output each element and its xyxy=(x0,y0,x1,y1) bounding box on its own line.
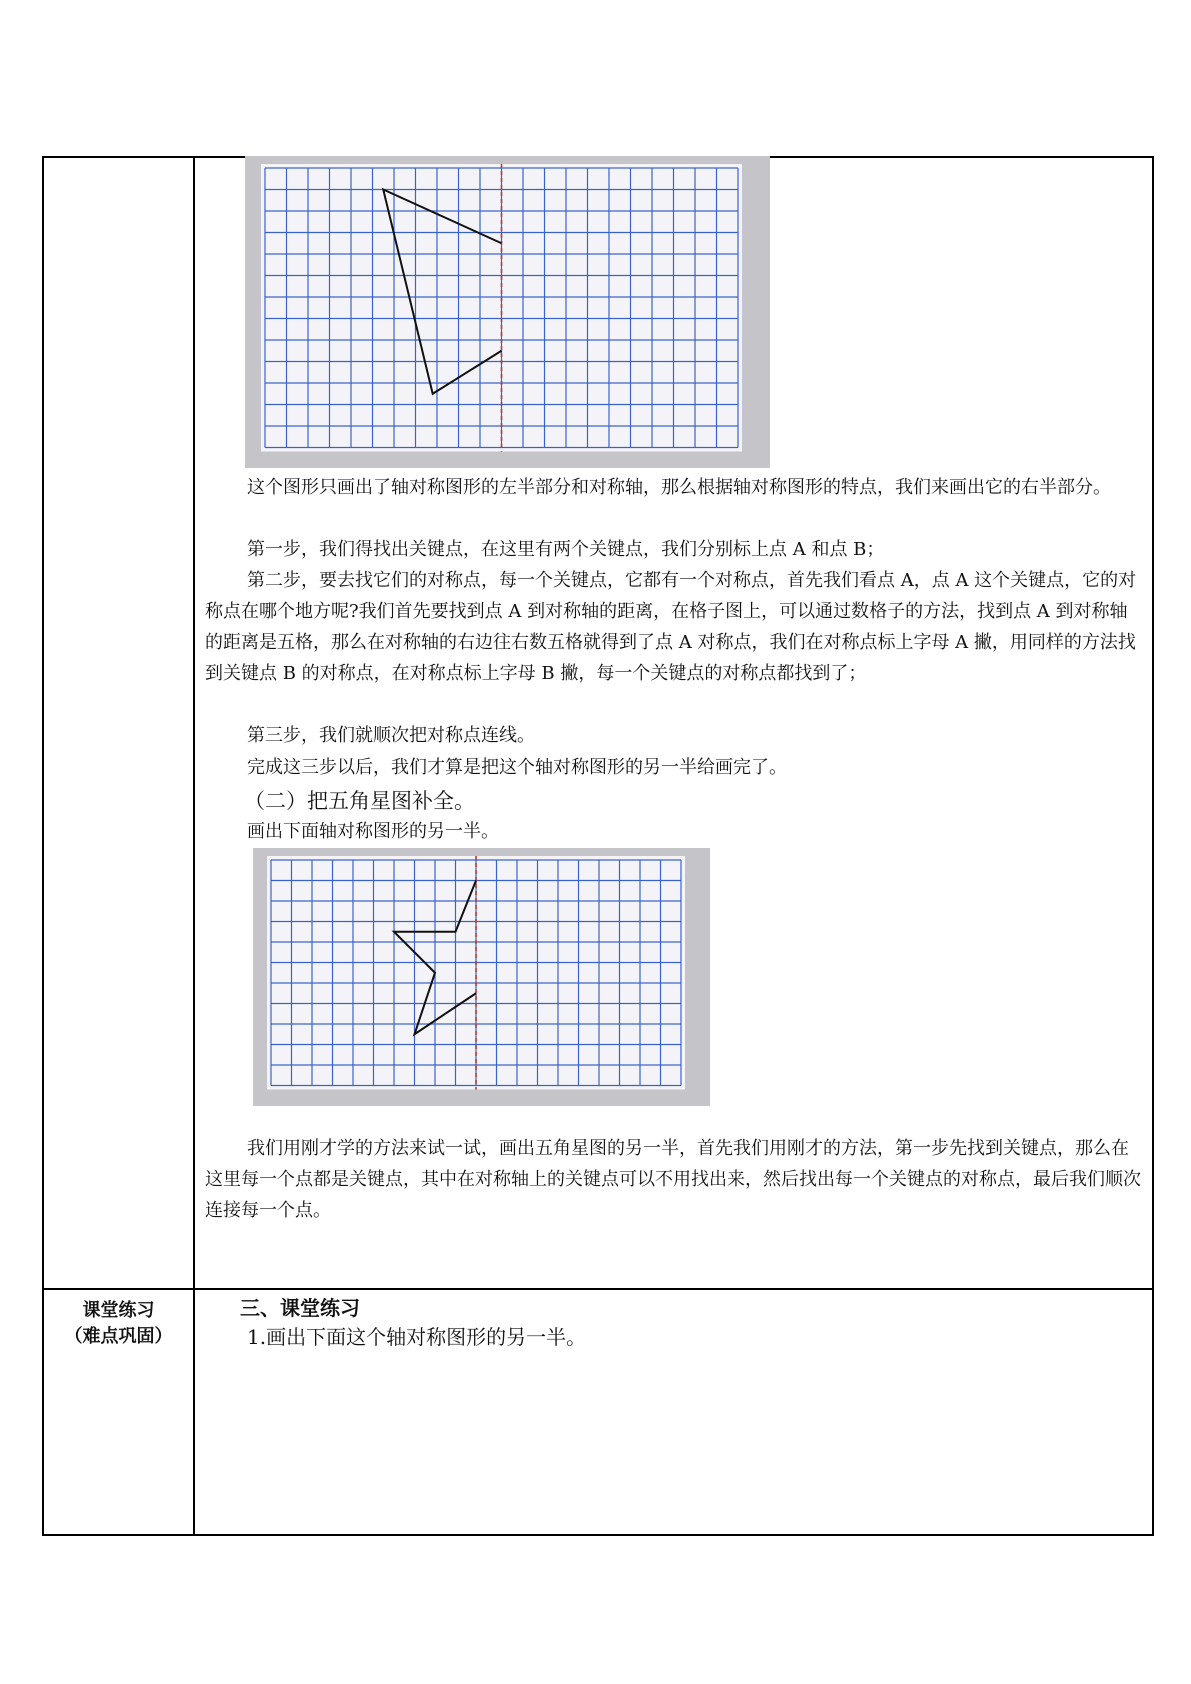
column-divider xyxy=(193,158,195,1534)
grid-figure-triangle xyxy=(245,156,770,468)
row-label-line1: 课堂练习 xyxy=(82,1300,155,1321)
row-label-practice xyxy=(44,1298,193,1350)
grid-figure-star xyxy=(253,848,710,1106)
paragraph-intro: 这个图形只画出了轴对称图形的左半部分和对称轴，那么根据轴对称图形的特点，我们来画出它的右半部分。 xyxy=(247,477,1111,498)
section-heading-practice: 三、课堂练习 xyxy=(240,1296,360,1320)
paragraph-step1: 第一步，我们得找出关键点，在这里有两个关键点，我们分别标上点 A 和点 B； xyxy=(247,539,885,560)
grid-triangle-drawing xyxy=(245,156,770,468)
paragraph-complete: 完成这三步以后，我们才算是把这个轴对称图形的另一半给画完了。 xyxy=(247,757,787,778)
row-divider xyxy=(44,1288,1152,1290)
paragraph-star-method: 我们用刚才学的方法来试一试，画出五角星图的另一半，首先我们用刚才的方法，第一步先找到关键点，那么在这里每一个点都是关键点，其中在对称轴上的关键点可以不用找出来，然后找出每一个关键点的对称点，最后我们顺次连接每一个点。 xyxy=(205,1138,1141,1221)
section-heading-star: （二）把五角星图补全。 xyxy=(244,789,475,813)
paragraph-step3: 第三步，我们就顺次把对称点连线。 xyxy=(247,725,535,746)
practice-question-1: 1.画出下面这个轴对称图形的另一半。 xyxy=(247,1325,587,1349)
row-label-line2: （难点巩固） xyxy=(64,1326,173,1347)
paragraph-step2: 第二步，要去找它们的对称点，每一个关键点，它都有一个对称点，首先我们看点 A，点 A 这个关键点，它的对称点在哪个地方呢?我们首先要找到点 A 到对称轴的距离，在格子图上，可以通过数格子的方法，找到点 A 到对称轴的距离是五格，那么在对称轴的右边往右数五格就得到了点 A 对称点，我们在对称点标上字母 A 撇，用同样的方法找到关键点 B 的对称点，在对称点标上字母 B 撇，每一个关键点的对称点都找到了； xyxy=(205,570,1137,684)
grid-star-drawing xyxy=(253,848,710,1106)
paragraph-instruction: 画出下面轴对称图形的另一半。 xyxy=(247,821,499,842)
